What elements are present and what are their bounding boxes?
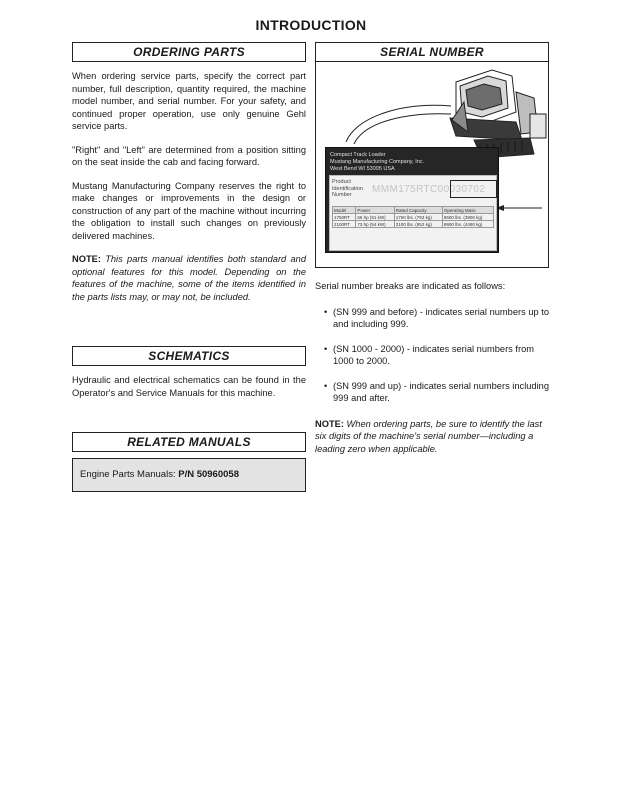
plate-spec-table bbox=[332, 206, 494, 228]
table-row bbox=[333, 221, 494, 228]
plate-table-header: Power bbox=[356, 207, 394, 214]
list-item-text: (SN 1000 - 2000) - indicates serial numbers from 1000 to 2000. bbox=[333, 343, 534, 366]
table-cell: 1750 lbs. (793 kg) bbox=[394, 214, 442, 221]
related-manuals-box bbox=[72, 458, 306, 492]
schematics-text: Hydraulic and electrical schematics can be found in the Operator's and Service Manuals for this machine. bbox=[72, 375, 306, 398]
bullet-icon: • bbox=[324, 380, 328, 391]
table-cell: 1750RT bbox=[333, 214, 356, 221]
table-cell: 2100RT bbox=[333, 221, 356, 228]
plate-table-header: Operating Mass bbox=[442, 207, 493, 214]
plate-table-header: Model bbox=[333, 207, 356, 214]
bullet-icon: • bbox=[324, 343, 328, 354]
pid-label bbox=[332, 179, 363, 199]
table-cell: 2100 lbs. (952 kg) bbox=[394, 221, 442, 228]
related-manuals-heading: RELATED MANUALS bbox=[72, 432, 306, 452]
ordering-parts-para-3: Mustang Manufacturing Company reserves the right to make changes or improvements in the design or construction of any part of the machine without incurring the obligation to install such changes on previously delivered machines. bbox=[72, 180, 306, 241]
list-item bbox=[315, 306, 549, 331]
serial-number-heading: SERIAL NUMBER bbox=[315, 42, 549, 61]
plate-header bbox=[330, 152, 424, 173]
bullet-icon: • bbox=[324, 306, 328, 317]
schematics-heading: SCHEMATICS bbox=[72, 346, 306, 366]
serial-number-note bbox=[315, 418, 549, 456]
page-title: INTRODUCTION bbox=[255, 17, 367, 33]
table-cell: 9900 lbs. (4490 kg) bbox=[442, 221, 493, 228]
plate-info-panel bbox=[329, 175, 497, 251]
note-text: When ordering parts, be sure to identify the last six digits of the machine's serial number—including a leading zero when applicable. bbox=[315, 418, 542, 454]
plate-table-header: Rated Capacity bbox=[394, 207, 442, 214]
note-text: This parts manual identifies both standard and optional features for this model. Depending on the features of the machine, some of the items identified in the parts lists may, or may not, be included. bbox=[72, 254, 307, 302]
note-label: NOTE: bbox=[315, 418, 344, 429]
plate-line-3: West Bend WI 53095 USA bbox=[330, 166, 395, 172]
serial-plate bbox=[325, 147, 499, 253]
pid-label-line-1: Product bbox=[332, 179, 351, 185]
plate-line-1: Compact Track Loader bbox=[330, 152, 386, 158]
left-column bbox=[72, 42, 307, 480]
list-item-text: (SN 999 and up) - indicates serial numbers including 999 and after. bbox=[333, 380, 550, 403]
related-manuals-label: Engine Parts Manuals: bbox=[80, 469, 176, 480]
ordering-parts-heading: ORDERING PARTS bbox=[72, 42, 306, 62]
note-label: NOTE: bbox=[72, 254, 101, 264]
serial-breaks-intro: Serial number breaks are indicated as follows: bbox=[315, 281, 506, 291]
serial-highlight-box bbox=[450, 180, 497, 198]
table-cell: 66 hp (51 kW) bbox=[356, 214, 394, 221]
plate-table-header-row bbox=[333, 207, 494, 214]
plate-line-2: Mustang Manufacturing Company, Inc. bbox=[330, 159, 425, 165]
ordering-parts-para-1: When ordering service parts, specify the correct part number, full description, quantity required, the machine model number, and serial number. For your safety, and continued proper operation, use only genuine Gehl service parts. bbox=[72, 71, 306, 131]
serial-plate-photo bbox=[315, 61, 549, 268]
list-item-text: (SN 999 and before) - indicates serial numbers up to and including 999. bbox=[333, 306, 550, 329]
pid-label-line-2: Identification bbox=[332, 185, 363, 192]
related-manuals-part-number: P/N 50960058 bbox=[178, 469, 239, 480]
list-item bbox=[315, 343, 549, 368]
ordering-parts-para-2: "Right" and "Left" are determined from a position sitting on the seat inside the cab and facing forward. bbox=[72, 144, 306, 167]
serial-breaks-list bbox=[315, 306, 549, 405]
related-manuals-section bbox=[72, 432, 306, 492]
table-cell: 8600 lbs. (3900 kg) bbox=[442, 214, 493, 221]
table-row bbox=[333, 214, 494, 221]
pid-label-line-3: Number bbox=[332, 192, 352, 198]
ordering-parts-note bbox=[72, 253, 306, 303]
table-cell: 73 hp (54 kW) bbox=[356, 221, 394, 228]
list-item bbox=[315, 380, 549, 405]
right-column bbox=[315, 42, 549, 455]
pid-value: MMM175RTC00030702 bbox=[372, 184, 486, 195]
schematics-section bbox=[72, 346, 306, 399]
